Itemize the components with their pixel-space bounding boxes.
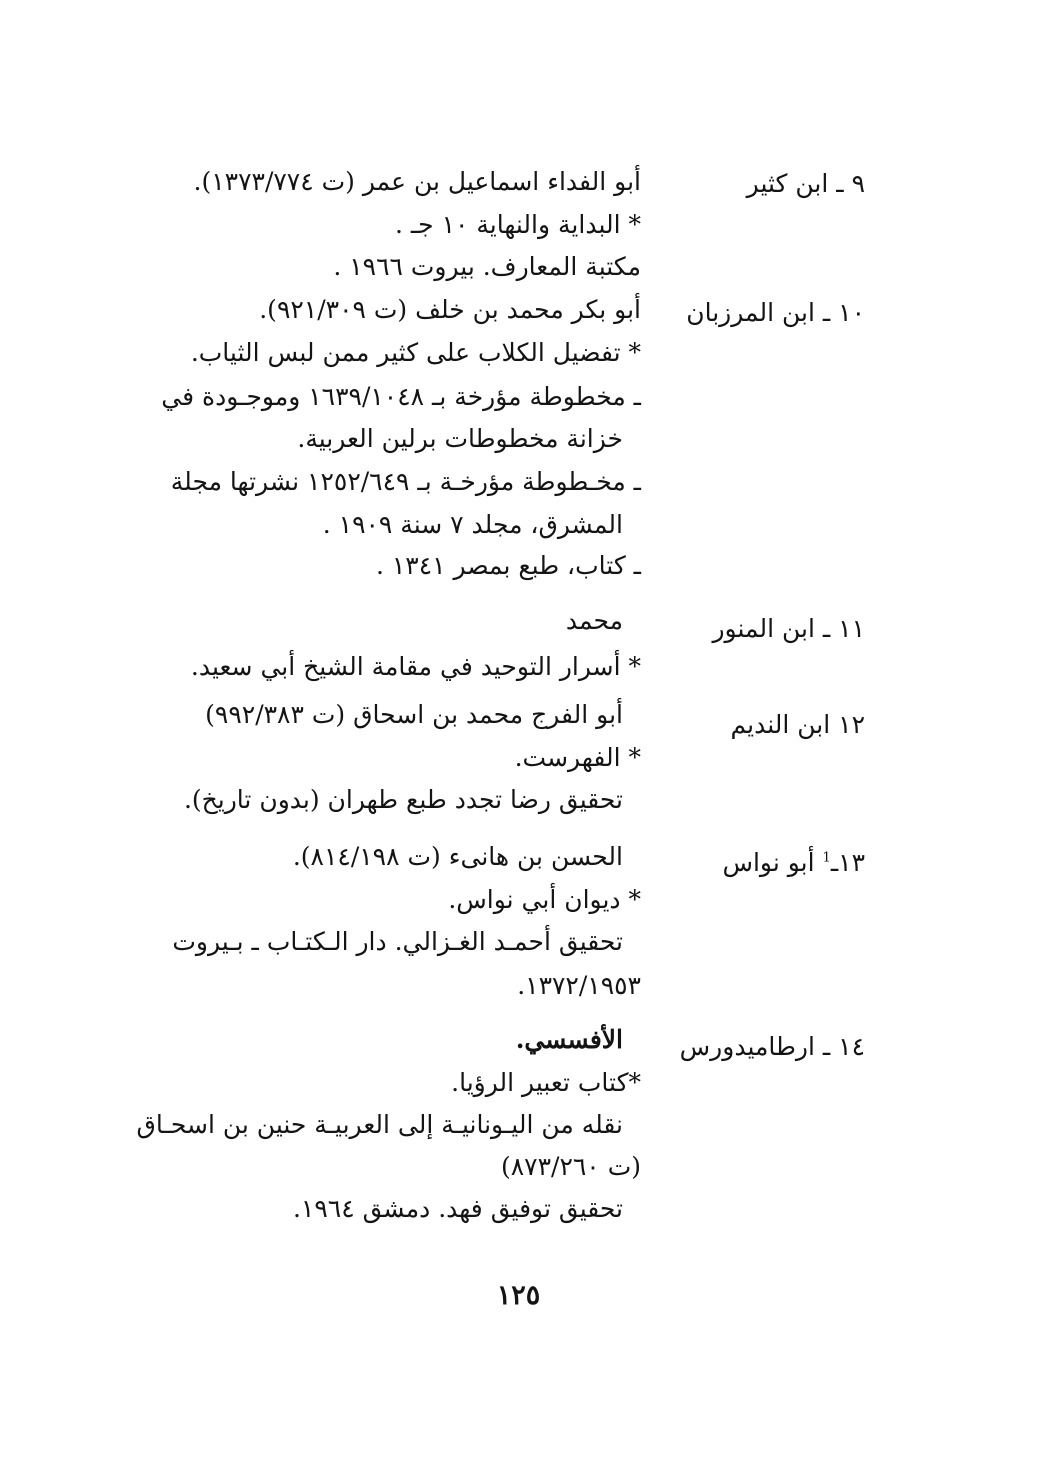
entry-13-title: * ديوان أبي نواس.: [448, 885, 641, 914]
entry-14-translation: نقله من اليـونانيـة إلى العربيـة حنين بن اسحـاق: [136, 1110, 623, 1139]
entry-10-title: * تفضيل الكلاب على كثير ممن لبس الثياب.: [190, 338, 641, 367]
entry-12-author: أبو الفرج محمد بن اسحاق (ت ٩٩٢/٣٨٣): [205, 700, 623, 729]
entry-14-author: الأفسسي.: [515, 1025, 623, 1054]
entry-14-edition: تحقيق توفيق فهد. دمشق ١٩٦٤.: [292, 1194, 623, 1223]
entry-14-translation-cont: (ت ٨٧٣/٢٦٠): [500, 1152, 641, 1181]
entry-13-edition-cont: ١٣٧٢/١٩٥٣.: [517, 971, 641, 1000]
entry-10-author: أبو بكر محمد بن خلف (ت ٩٢١/٣٠٩).: [259, 295, 641, 324]
entry-9-title: * البداية والنهاية ١٠ جـ .: [394, 210, 641, 239]
entry-13-footnote-marker: 1: [822, 850, 831, 866]
entry-9-author: أبو الفداء اسماعيل بن عمر (ت ١٣٧٣/٧٧٤).: [193, 167, 641, 196]
entry-11-name: ١١ ـ ابن المنور: [712, 614, 865, 643]
page-number: ١٢٥: [496, 1280, 541, 1311]
entry-9-publication: مكتبة المعارف. بيروت ١٩٦٦ .: [333, 252, 641, 281]
entry-10-manuscript-1-cont: خزانة مخطوطات برلين العربية.: [297, 424, 623, 453]
entry-9-name: ٩ ـ ابن كثير: [746, 169, 865, 198]
entry-12-edition: تحقيق رضا تجدد طبع طهران (بدون تاريخ).: [183, 785, 623, 814]
entry-13-edition: تحقيق أحمـد الغـزالي. دار الـكتـاب ـ بـيروت: [172, 927, 623, 956]
entry-10-book: ـ كتاب، طبع بمصر ١٣٤١ .: [375, 551, 641, 580]
entry-13-poet: أبو نواس: [722, 848, 823, 877]
entry-12-title: * الفهرست.: [514, 743, 641, 772]
entry-10-manuscript-2-cont: المشرق، مجلد ٧ سنة ١٩٠٩ .: [322, 510, 623, 539]
entry-12-name: ١٢ ابن النديم: [730, 710, 865, 739]
entry-11-author: محمد: [565, 606, 623, 635]
entry-10-name: ١٠ ـ ابن المرزبان: [686, 298, 865, 327]
entry-13-name: [675, 846, 865, 880]
entry-14-name: ١٤ ـ ارطاميدورس: [679, 1032, 865, 1061]
entry-10-manuscript-2: ـ مخـطوطة مؤرخـة بـ ١٢٥٢/٦٤٩ نشرتها مجلة: [170, 467, 641, 496]
entry-14-title: *كتاب تعبير الرؤيا.: [451, 1068, 641, 1097]
entry-13-number: ١٣ـ: [830, 848, 865, 877]
entry-10-manuscript-1: ـ مخطوطة مؤرخة بـ ١٦٣٩/١٠٤٨ وموجـودة في: [161, 382, 641, 411]
entry-13-author: الحسن بن هانىء (ت ٨١٤/١٩٨).: [292, 842, 623, 871]
entry-11-title: * أسرار التوحيد في مقامة الشيخ أبي سعيد.: [190, 652, 641, 681]
